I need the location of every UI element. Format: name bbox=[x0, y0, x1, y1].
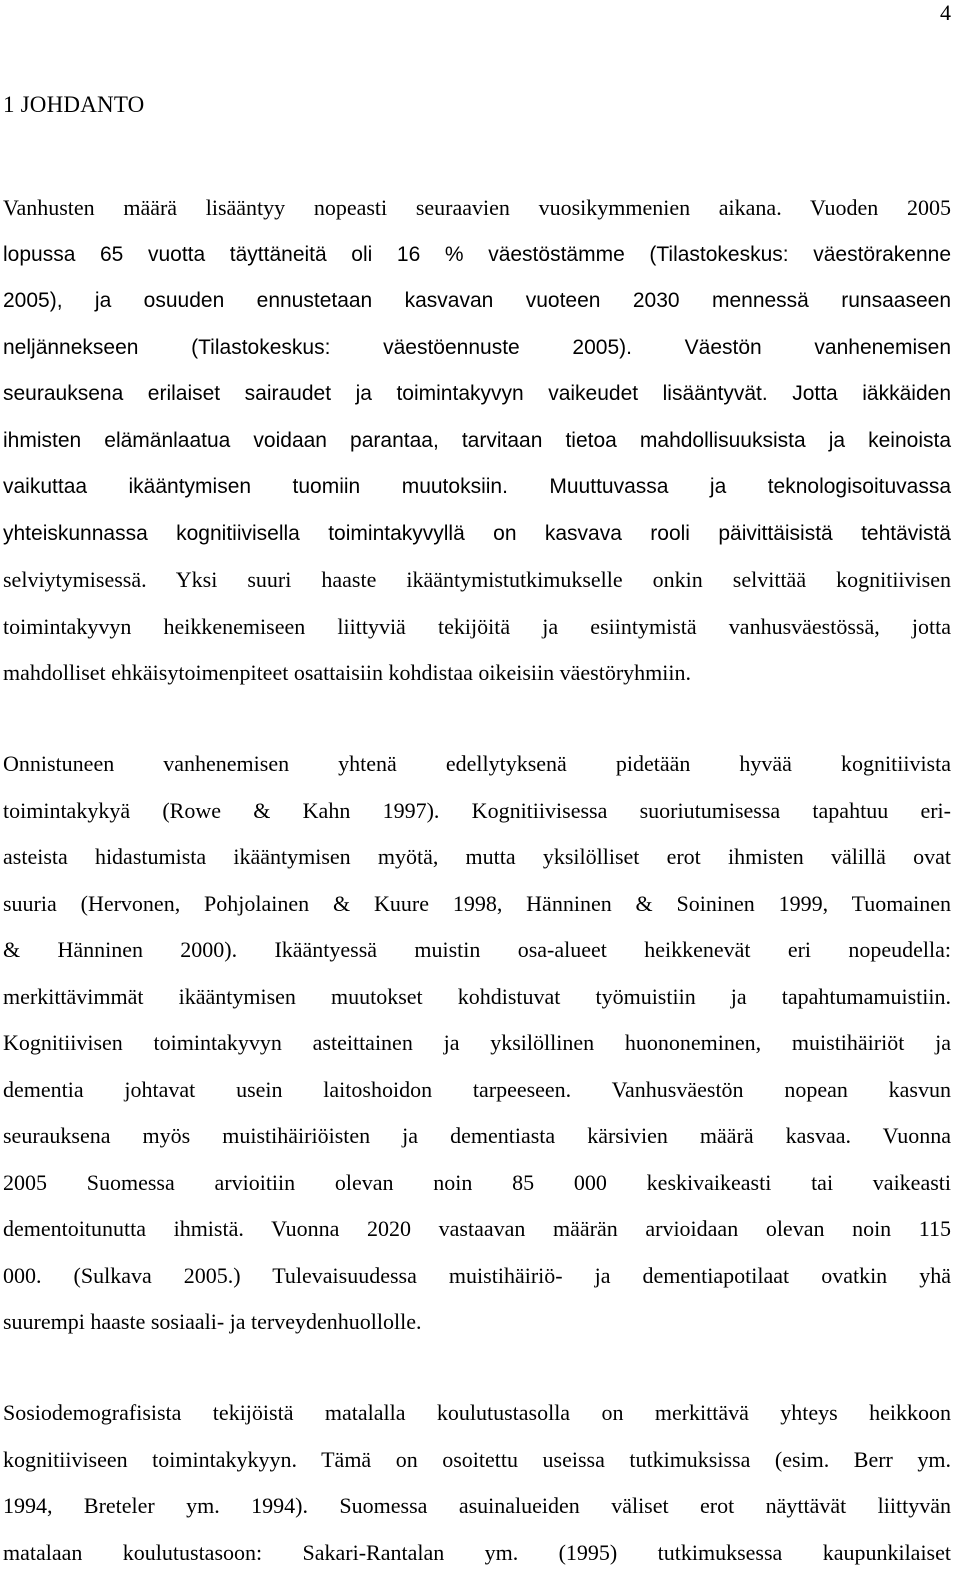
text-line: Vanhusten määrä lisääntyy nopeasti seuraavien vuosikymmenien aikana. Vuoden 2005 bbox=[3, 195, 951, 220]
text-line: dementia johtavat usein laitoshoidon tarpeeseen. Vanhusväestön nopean kasvun bbox=[3, 1076, 951, 1102]
text-line: suuria (Hervonen, Pohjolainen & Kuure 1998, Hänninen & Soininen 1999, Tuomainen bbox=[3, 890, 951, 916]
page-number: 4 bbox=[940, 0, 951, 25]
text-line: kognitiiviseen toimintakykyyn. Tämä on osoitettu useissa tutkimuksissa (esim. Berr ym. bbox=[3, 1446, 951, 1472]
text-line: lopussa 65 vuotta täyttäneitä oli 16 % väestöstämme (Tilastokeskus: väestörakenne bbox=[3, 242, 951, 266]
text-line: & Hänninen 2000). Ikääntyessä muistin osa-alueet heikkenevät eri nopeudella: bbox=[3, 937, 951, 962]
text-line: matalaan koulutustasoon: Sakari-Rantalan ym. (1995) tutkimuksessa kaupunkilaiset bbox=[3, 1539, 951, 1565]
text-line: toimintakykyä (Rowe & Kahn 1997). Kognitiivisessa suoriutumisessa tapahtuu eri- bbox=[3, 797, 951, 823]
text-line: selviytymisessä. Yksi suuri haaste ikääntymistutkimukselle onkin selvittää kognitiivisen bbox=[3, 567, 951, 592]
paragraph-intro bbox=[3, 185, 951, 697]
text-line: 1994, Breteler ym. 1994). Suomessa asuinalueiden väliset erot näyttävät liittyvän bbox=[3, 1493, 951, 1518]
text-line: seurauksena myös muistihäiriöisten ja dementiasta kärsivien määrä kasvaa. Vuonna bbox=[3, 1123, 951, 1148]
text-line: suurempi haaste sosiaali- ja terveydenhuollolle. bbox=[3, 1309, 422, 1334]
paragraph-cognitive-aging bbox=[3, 741, 951, 1346]
text-line: Kognitiivisen toimintakyvyn asteittainen ja yksilöllinen huononeminen, muistihäiriöt ja bbox=[3, 1030, 951, 1055]
chapter-heading: 1 JOHDANTO bbox=[3, 92, 145, 117]
text-line: yhteiskunnassa kognitiivisella toimintakyvyllä on kasvava rooli päivittäisistä tehtävistä bbox=[3, 521, 951, 545]
text-line: dementoitunutta ihmistä. Vuonna 2020 vastaavan määrän arvioidaan olevan noin 115 bbox=[3, 1216, 951, 1241]
paragraph-sociodemographic bbox=[3, 1390, 951, 1576]
text-line: 2005 Suomessa arvioitiin olevan noin 85 000 keskivaikeasti tai vaikeasti bbox=[3, 1169, 951, 1195]
text-line: ihmisten elämänlaatua voidaan parantaa, tarvitaan tietoa mahdollisuuksista ja keinoista bbox=[3, 428, 951, 452]
text-line: asteista hidastumista ikääntymisen myötä, mutta yksilölliset erot ihmisten välillä ovat bbox=[3, 844, 951, 869]
text-line: mahdolliset ehkäisytoimenpiteet osattaisiin kohdistaa oikeisiin väestöryhmiin. bbox=[3, 660, 691, 685]
text-line: seurauksena erilaiset sairaudet ja toimintakyvyn vaikeudet lisääntyvät. Jotta iäkkäiden bbox=[3, 382, 951, 405]
text-line: vaikuttaa ikääntymisen tuomiin muutoksiin. Muuttuvassa ja teknologisoituvassa bbox=[3, 475, 951, 498]
text-line: Onnistuneen vanhenemisen yhtenä edellytyksenä pidetään hyvää kognitiivista bbox=[3, 751, 951, 776]
text-line: neljännekseen (Tilastokeskus: väestöennuste 2005). Väestön vanhenemisen bbox=[3, 335, 951, 359]
text-line: 000. (Sulkava 2005.) Tulevaisuudessa muistihäiriö- ja dementiapotilaat ovatkin yhä bbox=[3, 1262, 951, 1288]
text-line: merkittävimmät ikääntymisen muutokset kohdistuvat työmuistiin ja tapahtumamuistiin. bbox=[3, 983, 951, 1009]
text-line: Sosiodemografisista tekijöistä matalalla koulutustasolla on merkittävä yhteys heikkoon bbox=[3, 1400, 951, 1425]
text-line: toimintakyvyn heikkenemiseen liittyviä tekijöitä ja esiintymistä vanhusväestössä, jotta bbox=[3, 613, 951, 639]
text-line: 2005), ja osuuden ennustetaan kasvavan vuoteen 2030 mennessä runsaaseen bbox=[3, 289, 951, 312]
